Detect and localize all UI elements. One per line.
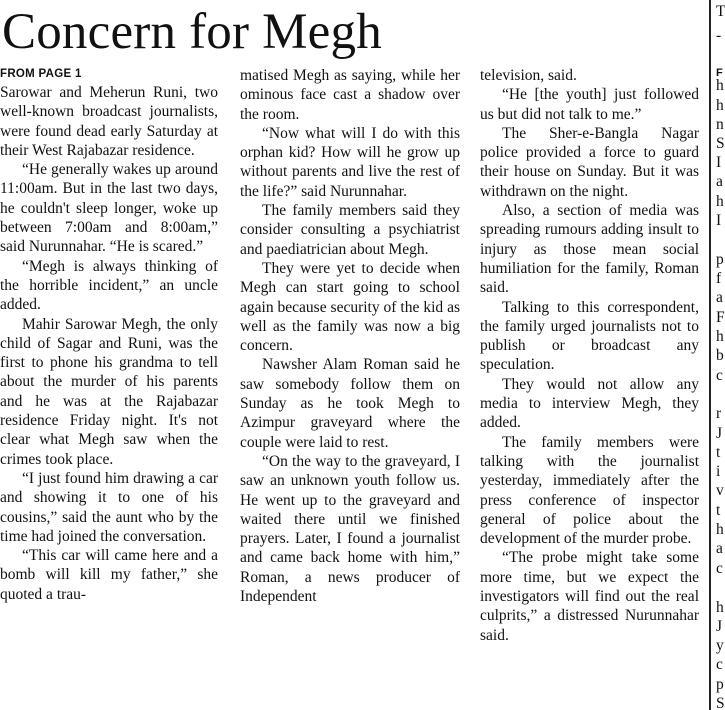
paragraph: television, said. bbox=[480, 67, 577, 84]
paragraph: “Now what will I do with this orphan kid? How will he grow up without parents and live the rest of the life?” said Nurunnahar. bbox=[240, 124, 460, 200]
fragment-letter: I bbox=[716, 212, 722, 229]
fragment-letter: h bbox=[716, 328, 724, 345]
article-column-1 bbox=[0, 66, 218, 710]
paragraph: “He [the youth] just followed us but did not talk to me.” bbox=[480, 86, 699, 123]
fragment-letter: c bbox=[716, 560, 723, 577]
fragment-letter: t bbox=[716, 502, 721, 519]
paragraph: The family members said they consider consulting a psychiatrist and paediatrician about Megh. bbox=[240, 202, 460, 258]
fragment-letter: p bbox=[716, 251, 724, 268]
paragraph: The Sher-e-Bangla Nagar police provided a force to guard their house on Sunday. But it was withdrawn on the night. bbox=[480, 124, 699, 200]
fragment-letter: - bbox=[716, 27, 722, 44]
column-rule bbox=[709, 0, 711, 710]
paragraph: Mahir Sarowar Megh, the only child of Sagar and Runi, was the first to phone his grandma to tell about the murder of his parents and he was at the Rajabazar residence Friday night. It's not clear what Megh saw when the crimes took place. bbox=[0, 315, 218, 468]
fragment-letter: h bbox=[716, 97, 724, 114]
fragment-letter: I bbox=[716, 154, 722, 171]
paragraph: The family members were talking with the journalist yesterday, immediately after the press conference of inspector general of police about the development of the murder probe. bbox=[480, 433, 699, 548]
paragraph: “He generally wakes up around 11:00am. But in the last two days, he couldn't sleep longer, woke up between 7:00am and 8:00am,” said Nurunnahar. “He is scared.” bbox=[0, 161, 218, 256]
article-column-2 bbox=[240, 66, 460, 710]
paragraph: Sarowar and Meherun Runi, two well-known broadcast journalists, were found dead early Saturday at their West Rajabazar residence. bbox=[0, 84, 218, 159]
article-column-3 bbox=[480, 66, 699, 710]
fragment-letter: r bbox=[716, 405, 722, 422]
fragment-letter: F bbox=[716, 309, 725, 326]
fragment-letter: i bbox=[716, 463, 721, 480]
fragment-letter: f bbox=[716, 270, 722, 287]
fragment-letter: p bbox=[716, 676, 724, 693]
paragraph: Talking to this correspondent, the family urged journalists not to publish or broadcast any speculation. bbox=[480, 298, 699, 374]
fragment-letter: c bbox=[716, 656, 723, 673]
paragraph: They were yet to decide when Megh can start going to school again because security of the kid as well as the family was now a big concern. bbox=[240, 259, 460, 355]
fragment-letter: t bbox=[716, 444, 721, 461]
fragment-letter: h bbox=[716, 77, 724, 94]
fragment-letter: c bbox=[716, 367, 723, 384]
headline: Concern for Megh bbox=[2, 4, 382, 60]
fragment-letter: b bbox=[716, 347, 724, 364]
paragraph: “The probe might take some more time, but we expect the investigators will find out the real culprits,” a distressed Nurunnahar said. bbox=[480, 549, 699, 644]
paragraph: matised Megh as saying, while her ominous face cast a shadow over the room. bbox=[240, 67, 460, 123]
dateline: FROM PAGE 1 bbox=[0, 68, 82, 80]
fragment-letter: a bbox=[716, 540, 723, 557]
fragment-letter: S bbox=[716, 135, 725, 152]
fragment-letter: a bbox=[716, 173, 723, 190]
paragraph: Also, a section of media was spreading rumours adding insult to injury as those mean social humiliation for the family, Roman said. bbox=[480, 202, 699, 297]
fragment-letter: y bbox=[716, 637, 724, 654]
fragment-letter: h bbox=[716, 521, 724, 538]
adjacent-column-fragment bbox=[716, 0, 725, 710]
fragment-letter: J bbox=[716, 618, 723, 635]
fragment-letter: n bbox=[716, 116, 724, 133]
paragraph: “I just found him drawing a car and showing it to one of his cousins,” said the aunt who by the time had joined the conversation. bbox=[0, 469, 218, 545]
paragraph: Nawsher Alam Roman said he saw somebody follow them on Sunday as he took Megh to Azimpur graveyard where the couple were laid to rest. bbox=[240, 356, 460, 451]
fragment-letter: T bbox=[716, 3, 725, 20]
paragraph: “Megh is always thinking of the horrible incident,” an uncle added. bbox=[0, 257, 218, 314]
fragment-letter: S bbox=[716, 695, 725, 710]
fragment-letter: F bbox=[716, 67, 723, 79]
paragraph: They would not allow any media to interview Megh, they added. bbox=[480, 375, 699, 432]
fragment-letter: h bbox=[716, 599, 724, 616]
fragment-letter: a bbox=[716, 289, 723, 306]
paragraph: “This car will came here and a bomb will kill my father,” she quoted a trau- bbox=[0, 547, 218, 603]
fragment-letter: h bbox=[716, 193, 724, 210]
fragment-letter: v bbox=[716, 482, 724, 499]
paragraph: “On the way to the graveyard, I saw an unknown youth follow us. He went up to the graveyard and waited there until we finished prayers. Later, I found a journalist and came back home with him,” Roman, a news producer of Independent bbox=[240, 452, 460, 606]
fragment-letter: J bbox=[716, 425, 723, 442]
